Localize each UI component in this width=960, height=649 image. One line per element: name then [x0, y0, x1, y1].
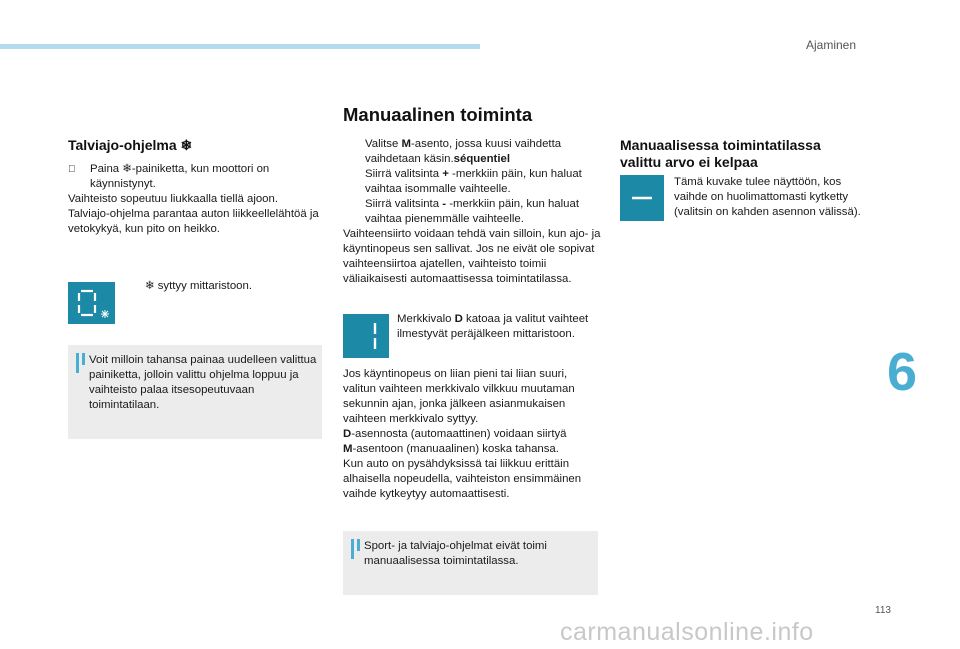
note-text: Voit milloin tahansa painaa uudelleen valittua painiketta, jolloin valittu ohjelma loppuu ja vaihteisto palaa itsesopeutuvaan toimintatilaan.: [89, 354, 317, 411]
middle-column-lower: [343, 367, 601, 502]
paragraph: Vaihteensiirto voidaan tehdä vain silloin, kun ajo- ja käyntinopeus sen sallivat. Jos ne eivät ole sopivat vaihteensiirtoa ajatellen, vaihteisto toimii väliaikaisesti automaattisessa toimintatilassa.: [343, 228, 601, 285]
page-number: 113: [875, 605, 891, 616]
invalid-gear-caption: Tämä kuvake tulee näyttöön, kos vaihde on huolimattomasti kytketty (valitsin on kahden asennon välissä).: [674, 176, 861, 218]
winter-program-indicator-icon: [68, 282, 115, 324]
bullet-item: Paina ❄-painiketta, kun moottori on käynnistynyt.: [68, 162, 326, 192]
chapter-number: 6: [887, 342, 918, 402]
paragraph: Talviajo-ohjelma parantaa auton liikkeellelähtöä ja vetokykyä, kun pito on heikko.: [68, 208, 319, 235]
invalid-gear-icon: [620, 175, 664, 221]
paragraph: Vaihteisto sopeutuu liukkaalla tiellä ajoon.: [68, 193, 279, 205]
note-text: Sport- ja talviajo-ohjelmat eivät toimi manuaalisessa toimintatilassa.: [364, 540, 547, 567]
section-title: Ajaminen: [806, 38, 857, 52]
bullet-marker: [343, 137, 365, 167]
bullet-item: Siirrä valitsinta - -merkkiin päin, kun haluat vaihtaa pienemmälle vaihteelle.: [343, 197, 601, 227]
note-box: [343, 531, 598, 595]
header-bar: [0, 44, 480, 49]
watermark: carmanualsonline.info: [560, 618, 814, 646]
note-box: [68, 345, 322, 439]
bullet-item: Valitse M-asento, jossa kuusi vaihdetta vaihdetaan käsin.séquentiel: [343, 137, 601, 167]
manual-mode-heading: Manuaalinen toiminta: [343, 104, 533, 125]
paragraph: Jos käyntinopeus on liian pieni tai liian suuri, valitun vaihteen merkkivalo vilkkuu muutaman sekunnin ajan, jonka jälkeen asianmukaisen vaihteen merkkivalo syttyy.: [343, 368, 575, 425]
bullet-marker: [343, 167, 365, 197]
note-marker-icon: [76, 353, 79, 373]
note-marker-icon: [351, 539, 354, 559]
right-column: [620, 137, 880, 171]
bullet-marker: [343, 197, 365, 227]
bullet-marker: [68, 162, 90, 192]
left-column: [68, 137, 326, 237]
gear-indicator-1-icon: [343, 314, 389, 358]
bullet-item: Siirrä valitsinta + -merkkiin päin, kun haluat vaihtaa isommalle vaihteelle.: [343, 167, 601, 197]
gear-indicator-caption: Merkkivalo D katoaa ja valitut vaihteet ilmestyvät peräjälkeen mittaristoon.: [397, 313, 589, 340]
invalid-value-heading: Manuaalisessa toimintatilassa valittu arvo ei kelpaa: [620, 137, 821, 170]
paragraph: D-asennosta (automaattinen) voidaan siirtyä M-asentoon (manuaalinen) koska tahansa.: [343, 428, 567, 455]
middle-column: [343, 137, 601, 287]
indicator-caption: ❄ syttyy mittaristoon.: [145, 280, 253, 292]
winter-program-heading: Talviajo-ohjelma ❄: [68, 137, 193, 153]
paragraph: Kun auto on pysähdyksissä tai liikkuu erittäin alhaisella nopeudella, vaihteiston ensimmäinen vaihde kytkeytyy automaattisesti.: [343, 458, 582, 500]
